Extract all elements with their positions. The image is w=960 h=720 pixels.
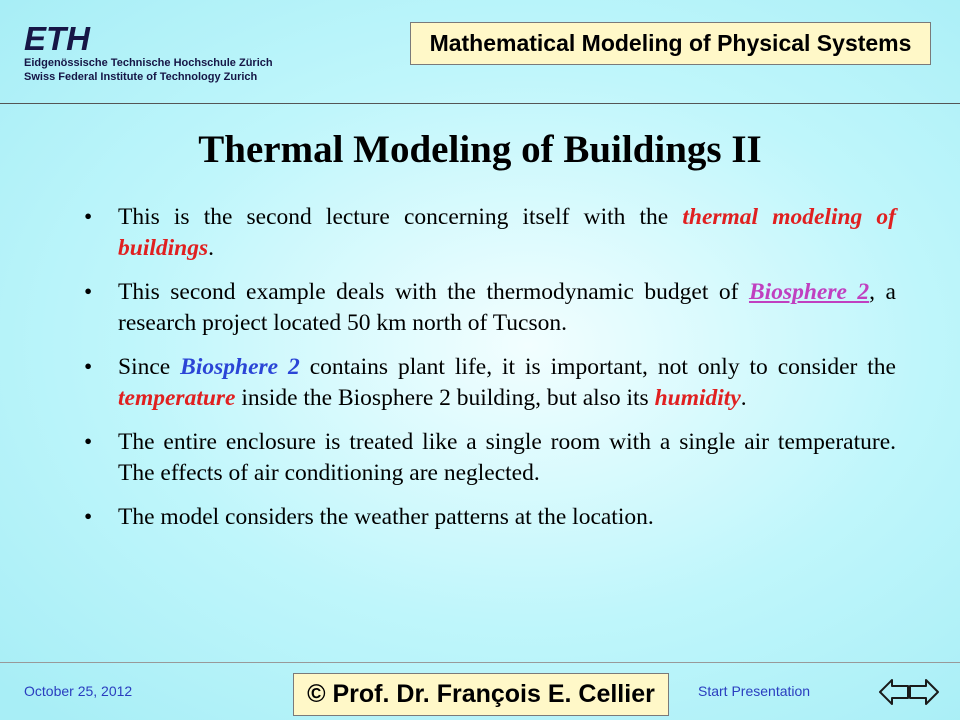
bullet-text: contains plant life, it is important, not only to consider the [299, 353, 896, 380]
footer-divider [0, 662, 960, 663]
bullet-text: . [208, 235, 214, 262]
highlight-biosphere-2: Biosphere 2 [180, 353, 300, 380]
bullet-item [76, 427, 896, 490]
highlight-temperature: temperature [118, 385, 236, 412]
course-title-box [410, 22, 931, 65]
bullet-item [76, 202, 896, 265]
biosphere-2-link[interactable]: Biosphere 2 [748, 278, 870, 305]
bullet-item [76, 352, 896, 415]
bullet-item [76, 502, 896, 533]
bullet-item [76, 277, 896, 340]
bullet-list [76, 202, 896, 545]
institution-name-german: Eidgenössische Technische Hochschule Zürich [24, 57, 273, 69]
header-divider [0, 103, 960, 104]
bullet-text: , a research project located 50 km north of Tucson. [118, 278, 896, 337]
bullet-text: The entire enclosure is treated like a single room with a single air temperature. The effects of air conditioning are neglected. [118, 428, 896, 487]
highlight-thermal-modeling: thermal modeling of buildings [118, 204, 896, 262]
bullet-text: . [740, 385, 747, 412]
bullet-text: This second example deals with the thermodynamic budget of [118, 278, 749, 305]
arrow-left-icon[interactable] [878, 676, 910, 708]
navigation-arrows [878, 676, 942, 708]
bullet-text: This is the second lecture concerning itself with the [118, 204, 683, 230]
arrow-right-icon[interactable] [908, 676, 940, 708]
author-box [293, 673, 669, 716]
bullet-text: inside the Biosphere 2 building, but also its [235, 385, 655, 412]
footer-date: October 25, 2012 [24, 683, 133, 699]
author-credit: © Prof. Dr. François E. Cellier [307, 680, 655, 708]
bullet-text: Since [118, 353, 181, 380]
eth-logo: ETH [24, 20, 90, 57]
highlight-humidity: humidity [654, 385, 741, 412]
start-presentation-link[interactable]: Start Presentation [698, 683, 811, 699]
slide-title: Thermal Modeling of Buildings II [198, 128, 762, 171]
bullet-text: The model considers the weather patterns at the location. [118, 503, 654, 530]
institution-name-english: Swiss Federal Institute of Technology Zurich [24, 71, 258, 83]
course-title: Mathematical Modeling of Physical Systems [429, 30, 912, 56]
